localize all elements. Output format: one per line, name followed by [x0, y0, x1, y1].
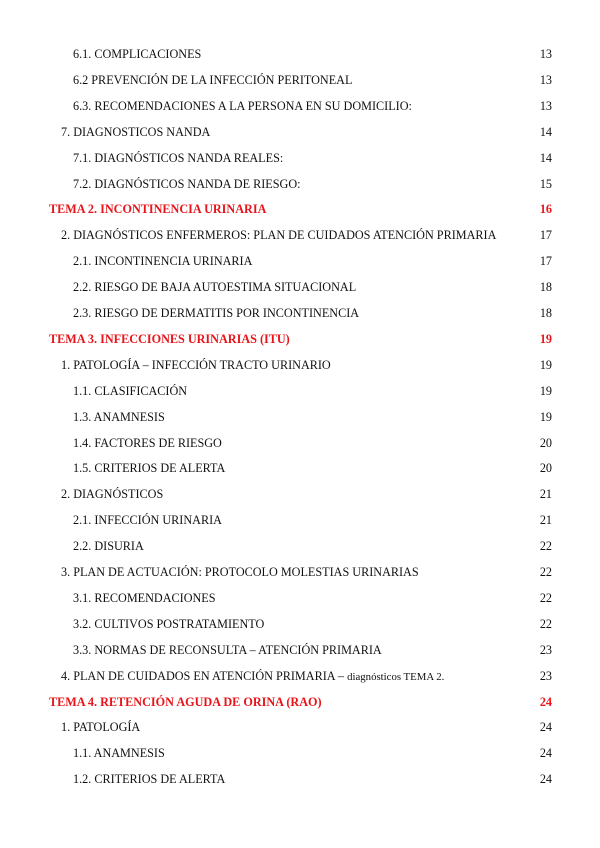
toc-entry-label: 3. PLAN DE ACTUACIÓN: PROTOCOLO MOLESTIAS URINARIAS: [61, 565, 419, 579]
toc-entry-label: 2.3. RIESGO DE DERMATITIS POR INCONTINENCIA: [73, 306, 360, 320]
toc-entry-page: 20: [539, 461, 552, 476]
toc-entry-page: 22: [539, 590, 552, 605]
toc-entry[interactable]: [0, 769, 600, 789]
toc-entry-label: TEMA 2. INCONTINENCIA URINARIA: [49, 202, 267, 217]
toc-entry[interactable]: [0, 148, 600, 168]
toc-entry-label: 1.5. CRITERIOS DE ALERTA: [73, 461, 226, 476]
toc-entry-label: 1.3. ANAMNESIS: [73, 409, 165, 424]
toc-entry-page: 24: [539, 746, 552, 761]
toc-entry-label: 3.3. NORMAS DE RECONSULTA – ATENCIÓN PRIMARIA: [73, 642, 382, 657]
toc-entry-page: 20: [539, 435, 552, 450]
toc-entry[interactable]: [0, 562, 600, 582]
toc-entry-page: 22: [539, 565, 552, 579]
toc-entry[interactable]: [0, 666, 600, 686]
toc-entry-page: 24: [539, 772, 552, 787]
toc-heading[interactable]: [0, 329, 600, 349]
toc-entry[interactable]: [0, 433, 600, 453]
toc-entry-label: 2. DIAGNÓSTICOS: [61, 487, 164, 502]
toc-entry-page: 17: [539, 228, 552, 243]
toc-entry-label: 2. DIAGNÓSTICOS ENFERMEROS: PLAN DE CUIDADOS ATENCIÓN PRIMARIA: [61, 228, 497, 243]
toc-entry-page: 15: [539, 176, 552, 191]
toc-entry-page: 18: [539, 280, 552, 295]
toc-entry[interactable]: [0, 588, 600, 608]
toc-entry[interactable]: [0, 381, 600, 401]
toc-entry-label: 2.1. INFECCIÓN URINARIA: [73, 513, 222, 528]
toc-entry-page: 16: [539, 202, 552, 217]
toc-entry-label: 6.1. COMPLICACIONES: [73, 47, 202, 61]
toc-entry-page: 19: [539, 409, 552, 424]
toc-entry-page: 23: [539, 642, 552, 657]
toc-entry-label: 7. DIAGNOSTICOS NANDA: [61, 124, 211, 139]
toc-entry-label: 7.1. DIAGNÓSTICOS NANDA REALES:: [73, 150, 284, 165]
toc-entry[interactable]: [0, 122, 600, 142]
toc-entry-label: 1.1. CLASIFICACIÓN: [73, 383, 188, 398]
toc-entry[interactable]: [0, 614, 600, 634]
toc-entry-page: 18: [539, 306, 552, 320]
toc-entry[interactable]: [0, 251, 600, 271]
toc-entry[interactable]: [0, 277, 600, 297]
toc-entry-page: 21: [539, 487, 552, 502]
toc-entry-page: 21: [539, 513, 552, 528]
toc-entry-label: 2.2. DISURIA: [73, 539, 144, 554]
toc-entry-label: TEMA 4. RETENCIÓN AGUDA DE ORINA (RAO): [49, 694, 322, 709]
toc-entry-page: 17: [539, 254, 552, 269]
toc-entry-label: 1.2. CRITERIOS DE ALERTA: [73, 772, 226, 787]
toc-entry-label: 2.2. RIESGO DE BAJA AUTOESTIMA SITUACIONAL: [73, 280, 357, 295]
toc-entry-label: TEMA 3. INFECCIONES URINARIAS (ITU): [49, 331, 290, 346]
toc-entry-page: 22: [539, 616, 552, 631]
toc-entry[interactable]: [0, 44, 600, 64]
toc-entry-label: 2.1. INCONTINENCIA URINARIA: [73, 254, 253, 269]
toc-entry[interactable]: [0, 96, 600, 116]
toc-entry-label: 3.1. RECOMENDACIONES: [73, 590, 216, 605]
toc-entry-page: 14: [539, 150, 552, 165]
toc-entry-page: 13: [539, 47, 552, 61]
toc-entry[interactable]: [0, 303, 600, 323]
toc-entry-page: 19: [539, 331, 552, 346]
toc-entry[interactable]: [0, 407, 600, 427]
toc-entry-page: 24: [539, 694, 552, 709]
toc-entry[interactable]: [0, 640, 600, 660]
toc-entry-page: 13: [539, 98, 552, 113]
toc-entry[interactable]: [0, 225, 600, 245]
toc-entry-label: 1. PATOLOGÍA: [61, 720, 141, 735]
toc-entry-page: 19: [539, 383, 552, 398]
toc-entry-page: 14: [539, 124, 552, 139]
toc-entry[interactable]: [0, 174, 600, 194]
toc-entry[interactable]: [0, 355, 600, 375]
toc-entry[interactable]: [0, 70, 600, 90]
toc-heading[interactable]: [0, 692, 600, 712]
toc-entry[interactable]: [0, 484, 600, 504]
toc-entry-page: 13: [539, 72, 552, 87]
toc-entry-page: 19: [539, 357, 552, 372]
toc-entry-label: 1.1. ANAMNESIS: [73, 746, 165, 761]
toc-heading[interactable]: [0, 199, 600, 219]
toc-entry-label: 3.2. CULTIVOS POSTRATAMIENTO: [73, 616, 265, 631]
toc-entry[interactable]: [0, 717, 600, 737]
toc-entry-page: 23: [539, 668, 552, 683]
toc-entry-page: 24: [539, 720, 552, 735]
toc-entry-label: 7.2. DIAGNÓSTICOS NANDA DE RIESGO:: [73, 176, 301, 191]
toc-entry[interactable]: [0, 536, 600, 556]
toc-entry-label: 6.2 PREVENCIÓN DE LA INFECCIÓN PERITONEAL: [73, 72, 353, 87]
toc-entry-label: 1. PATOLOGÍA – INFECCIÓN TRACTO URINARIO: [61, 357, 331, 372]
toc-entry[interactable]: [0, 458, 600, 478]
toc-entry-label: 4. PLAN DE CUIDADOS EN ATENCIÓN PRIMARIA – diagnósticos TEMA 2.: [61, 668, 445, 683]
toc-entry[interactable]: [0, 510, 600, 530]
toc-entry[interactable]: [0, 743, 600, 763]
toc-entry-label: 1.4. FACTORES DE RIESGO: [73, 435, 222, 450]
toc-entry-page: 22: [539, 539, 552, 554]
toc-entry-label: 6.3. RECOMENDACIONES A LA PERSONA EN SU DOMICILIO:: [73, 98, 412, 113]
